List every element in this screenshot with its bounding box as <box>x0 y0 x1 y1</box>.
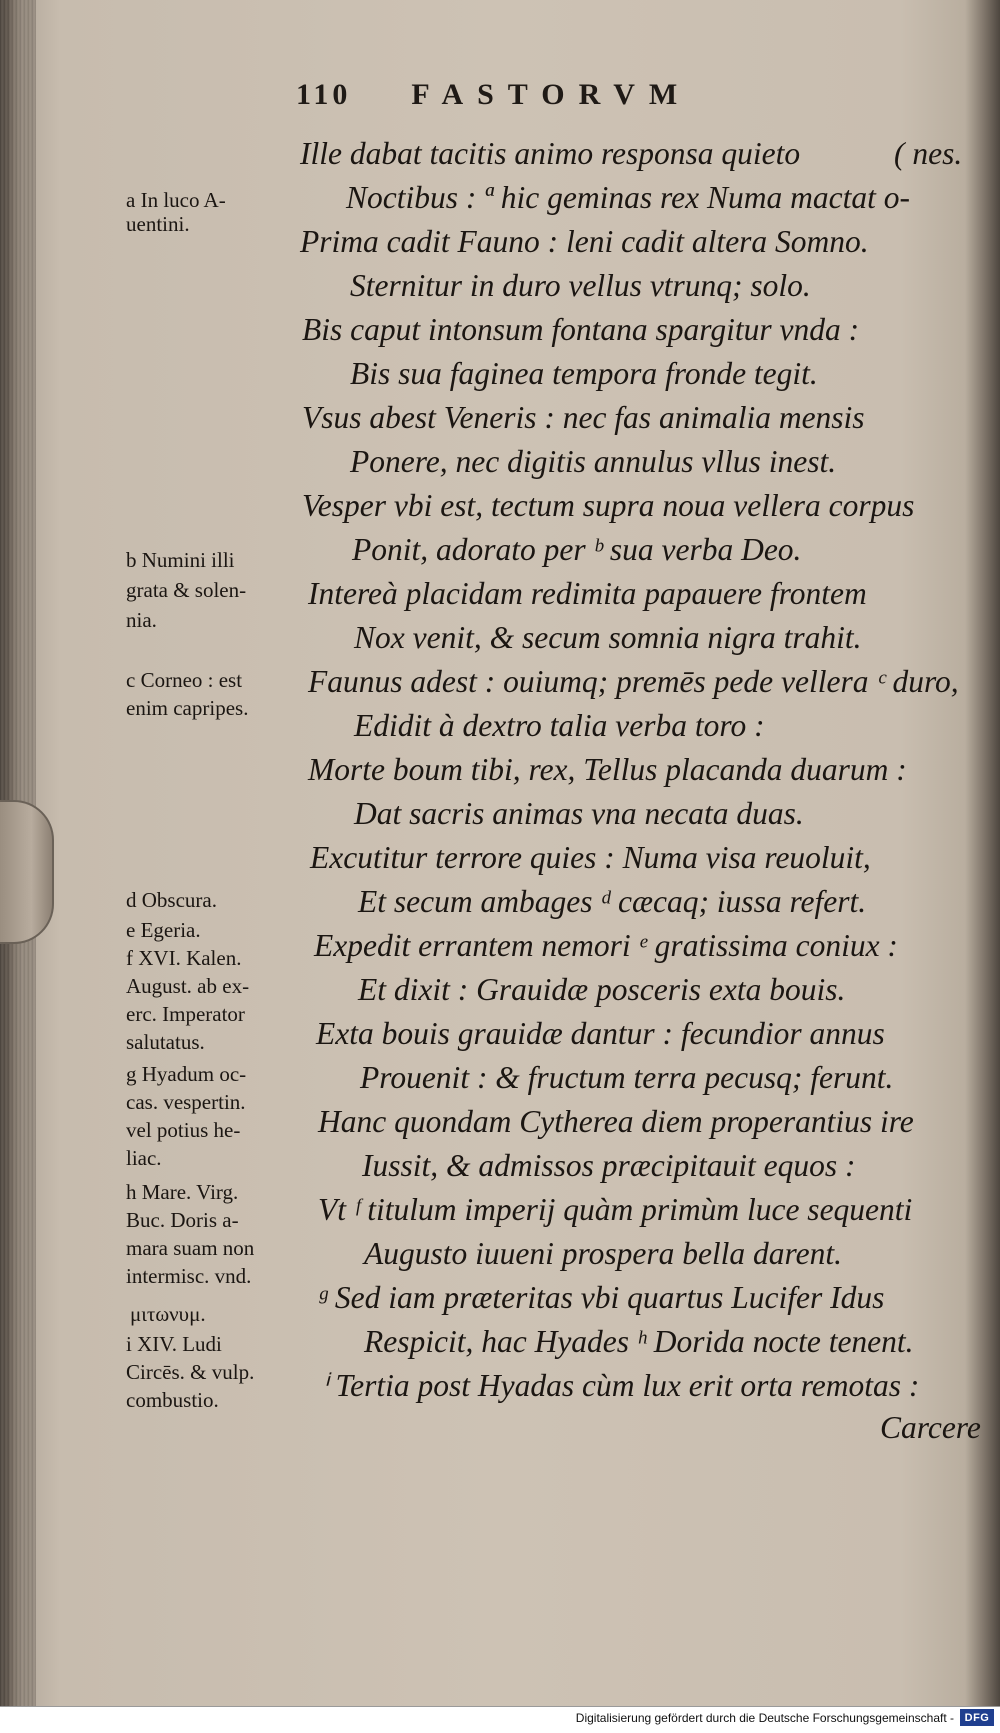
margin-note: cas. vespertin. <box>126 1090 246 1114</box>
margin-note: e Egeria. <box>126 918 201 942</box>
margin-note: nia. <box>126 608 157 632</box>
verse-line: Exta bouis grauidæ dantur : fecundior annus <box>316 1016 885 1051</box>
verse-line: Expedit errantem nemori ᵉ gratissima coniux : <box>314 928 898 963</box>
verse-line: Ponere, nec digitis annulus vllus inest. <box>350 444 837 479</box>
margin-note: f XVI. Kalen. <box>126 946 242 970</box>
margin-note: liac. <box>126 1146 162 1170</box>
verse-line: Sternitur in duro vellus vtrunq; solo. <box>350 268 811 303</box>
margin-note: August. ab ex- <box>126 974 250 998</box>
verse-line: Bis sua faginea tempora fronde tegit. <box>350 356 818 391</box>
margin-note: g Hyadum oc- <box>126 1062 247 1086</box>
verse-line: Iussit, & admissos præcipitauit equos : <box>362 1148 856 1183</box>
margin-note: c Corneo : est <box>126 668 243 692</box>
verse-line: ᵍ Sed iam præteritas vbi quartus Lucifer Idus <box>318 1280 885 1315</box>
margin-note: grata & solen- <box>126 578 247 602</box>
margin-note: salutatus. <box>126 1030 205 1054</box>
verse-tail: ( nes. <box>894 136 963 171</box>
verse-line: Prouenit : & fructum terra pecusq; ferunt. <box>360 1060 894 1095</box>
margin-note: h Mare. Virg. <box>126 1180 239 1204</box>
margin-note: Buc. Doris a- <box>126 1208 239 1232</box>
verse-line: Ille dabat tacitis animo responsa quieto <box>300 136 801 171</box>
binding-strap <box>0 800 54 944</box>
margin-note: μιτωνυμ. <box>130 1302 206 1326</box>
verse-line: Excutitur terrore quies : Numa visa reuoluit, <box>310 840 871 875</box>
margin-note: mara suam non <box>126 1236 255 1260</box>
margin-note: enim capripes. <box>126 696 249 720</box>
running-title: FASTORVM <box>411 78 692 111</box>
verse-line: Vt ᶠ titulum imperij quàm primùm luce sequenti <box>318 1192 913 1227</box>
margin-note: combustio. <box>126 1388 219 1412</box>
verse-line: Vesper vbi est, tectum supra noua vellera corpus <box>302 488 915 523</box>
verse-line: ⁱ Tertia post Hyadas cùm lux erit orta remotas : <box>322 1368 920 1403</box>
footer-credit: Digitalisierung gefördert durch die Deutsche Forschungsgemeinschaft - <box>575 1711 954 1725</box>
verse-line: Intereà placidam redimita papauere frontem <box>308 576 867 611</box>
margin-note: Circēs. & vulp. <box>126 1360 255 1384</box>
dfg-logo: DFG <box>960 1709 994 1726</box>
running-head <box>296 78 856 112</box>
verse-line: Respicit, hac Hyades ʰ Dorida nocte tenent. <box>364 1324 914 1359</box>
verse-line: Dat sacris animas vna necata duas. <box>354 796 804 831</box>
verse-line: Noctibus : ª hic geminas rex Numa mactat o- <box>346 180 910 215</box>
margin-note: intermisc. vnd. <box>126 1264 252 1288</box>
verse-line: Ponit, adorato per ᵇ sua verba Deo. <box>352 532 802 567</box>
margin-note: erc. Imperator <box>126 1002 245 1026</box>
margin-note: a In luco A- <box>126 188 226 212</box>
verse-line: Bis caput intonsum fontana spargitur vnda : <box>302 312 860 347</box>
verse-line: Edidit à dextro talia verba toro : <box>354 708 765 743</box>
catchword: Carcere <box>880 1410 981 1445</box>
verse-line: Faunus adest : ouiumq; premēs pede vellera ᶜ duro, <box>308 664 959 699</box>
page-number: 110 <box>296 78 352 111</box>
verse-line: Prima cadit Fauno : leni cadit altera Somno. <box>300 224 869 259</box>
verse-line: Et dixit : Grauidæ posceris exta bouis. <box>358 972 846 1007</box>
margin-note: d Obscura. <box>126 888 217 912</box>
margin-note: vel potius he- <box>126 1118 241 1142</box>
verse-line: Et secum ambages ᵈ cæcaq; iussa refert. <box>358 884 867 919</box>
verse-line: Vsus abest Veneris : nec fas animalia mensis <box>302 400 865 435</box>
margin-note: uentini. <box>126 212 190 236</box>
verse-line: Morte boum tibi, rex, Tellus placanda duarum : <box>308 752 907 787</box>
verse-line: Nox venit, & secum somnia nigra trahit. <box>354 620 862 655</box>
verse-line: Hanc quondam Cytherea diem properantius ire <box>318 1104 914 1139</box>
margin-note: i XIV. Ludi <box>126 1332 222 1356</box>
margin-note: b Numini illi <box>126 548 235 572</box>
verse-line: Augusto iuueni prospera bella darent. <box>364 1236 843 1271</box>
